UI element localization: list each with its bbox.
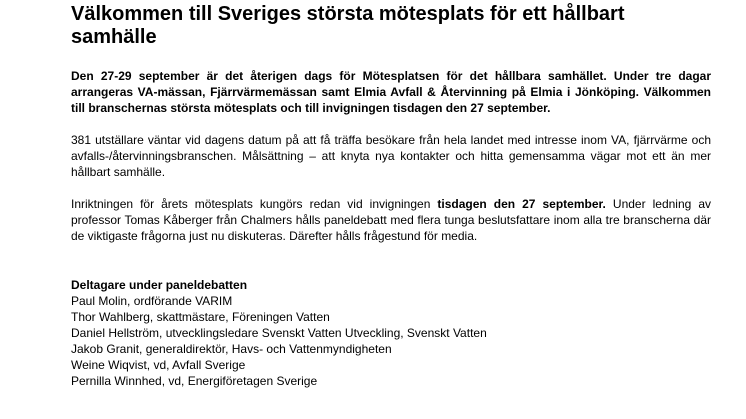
document-title: Välkommen till Sveriges största mötesplats för ett hållbart samhälle [71, 3, 625, 48]
inauguration-text-start: Inriktningen för årets mötesplats kungörs redan vid invigningen [71, 197, 438, 211]
lead-paragraph: Den 27-29 september är det återigen dags för Mötesplatsen för det hållbara samhället. Under tre dagar arrangeras VA-mässan, Fjärrvärmemässan samt Elmia Avfall & Återvinning på Elmia i Jönköping. Välkommen till branschernas största mötesplats och till invigningen tisdagen den 27 september. [71, 69, 711, 115]
inauguration-date: tisdagen den 27 september. [437, 197, 606, 211]
document-page [71, 0, 711, 389]
body-paragraph-inauguration [71, 196, 711, 244]
participant-item: Pernilla Winnhed, vd, Energiföretagen Sverige [71, 374, 318, 388]
participant-item: Weine Wiqvist, vd, Avfall Sverige [71, 358, 246, 372]
body-paragraph-exhibitors: 381 utställare väntar vid dagens datum på att få träffa besökare från hela landet med intresse inom VA, fjärrvärme och avfalls-/återvinningsbranschen. Målsättning – att knyta nya kontakter och hitta gemensamma vägar mot ett än mer hållbart samhälle. [71, 133, 711, 179]
panel-heading: Deltagare under paneldebatten [71, 278, 248, 292]
participant-item: Paul Molin, ordförande VARIM [71, 294, 233, 308]
participant-list [71, 293, 711, 389]
participant-item: Jakob Granit, generaldirektör, Havs- och Vattenmyndigheten [71, 342, 392, 356]
participant-item: Thor Wahlberg, skattmästare, Föreningen Vatten [71, 310, 330, 324]
participant-item: Daniel Hellström, utvecklingsledare Svenskt Vatten Utveckling, Svenskt Vatten [71, 326, 487, 340]
inauguration-text-end: Under ledning av professor Tomas Kåberger från Chalmers hålls paneldebatt med flera tunga beslutsfattare inom alla tre branscherna där de viktigaste frågorna just nu diskuteras. Därefter hålls frågestund för media. [71, 197, 712, 243]
